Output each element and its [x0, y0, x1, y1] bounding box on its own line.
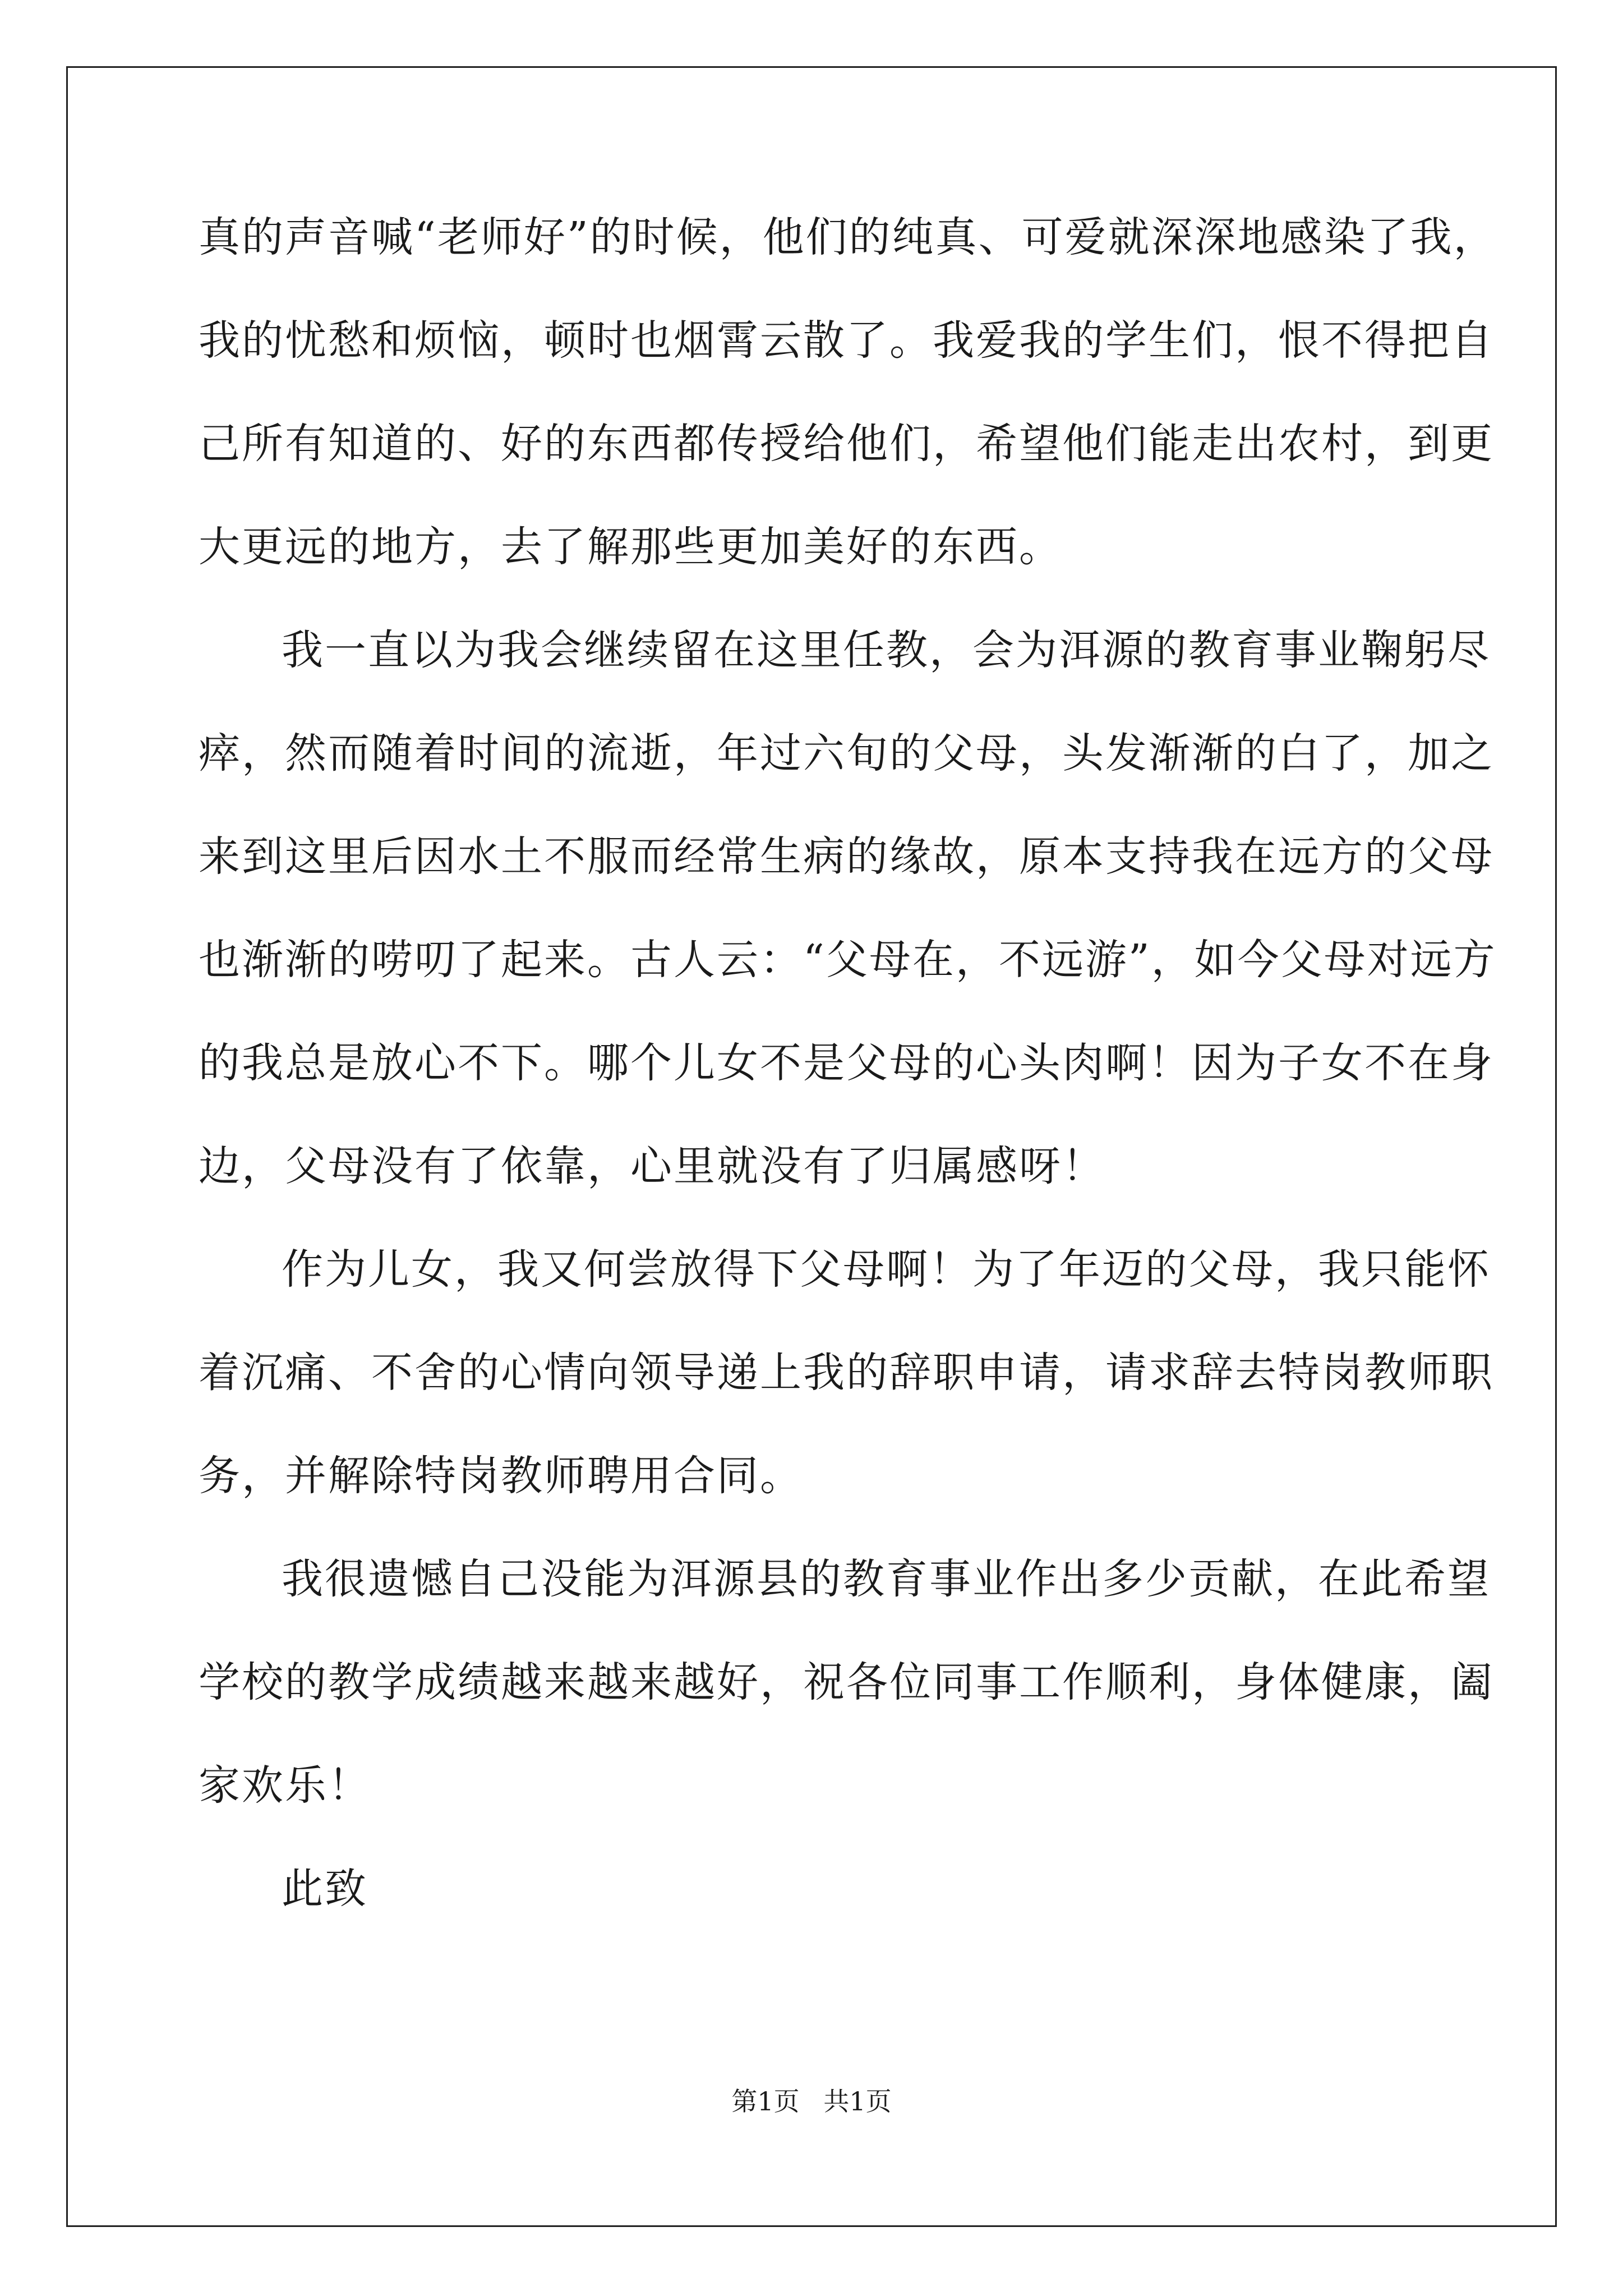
text-line: 真的声音喊“老师好”的时候，他们的纯真、可爱就深深地感染了我， [199, 213, 1497, 261]
document-body [199, 212, 1497, 1967]
text-line: 作为儿女，我又何尝放得下父母啊！为了年迈的父母，我只能怀 [282, 1245, 1491, 1294]
page-number-current: 第1页 [731, 2086, 800, 2116]
text-line: 着沉痛、不舍的心情向领导递上我的辞职申请，请求辞去特岗教师职 [199, 1349, 1494, 1397]
text-line: 也渐渐的唠叨了起来。古人云：“父母在，不远游”，如今父母对远方 [199, 936, 1497, 984]
text-line: 瘁，然而随着时间的流逝，年过六旬的父母，头发渐渐的白了，加之 [199, 729, 1494, 777]
page-number-total: 共1页 [823, 2086, 892, 2116]
page-footer [0, 2085, 1623, 2118]
text-line: 学校的教学成绩越来越来越好，祝各位同事工作顺利，身体健康，阖 [199, 1658, 1494, 1706]
text-line: 己所有知道的、好的东西都传授给他们，希望他们能走出农村，到更 [199, 420, 1494, 468]
text-line: 大更远的地方，去了解那些更加美好的东西。 [199, 523, 1062, 571]
text-line: 来到这里后因水土不服而经常生病的缘故，原本支持我在远方的父母 [199, 832, 1494, 881]
text-line: 家欢乐！ [199, 1761, 371, 1810]
text-line: 边，父母没有了依靠，心里就没有了归属感呀！ [199, 1142, 1105, 1190]
text-line: 此致 [282, 1865, 368, 1913]
text-line: 我一直以为我会继续留在这里任教，会为洱源的教育事业鞠躬尽 [282, 626, 1491, 674]
text-line: 务，并解除特岗教师聘用合同。 [199, 1452, 803, 1500]
text-line: 我的忧愁和烦恼，顿时也烟霄云散了。我爱我的学生们，恨不得把自 [199, 316, 1494, 365]
text-line: 的我总是放心不下。哪个儿女不是父母的心头肉啊！因为子女不在身 [199, 1039, 1494, 1087]
text-line: 我很遗憾自己没能为洱源县的教育事业作出多少贡献，在此希望 [282, 1555, 1491, 1603]
